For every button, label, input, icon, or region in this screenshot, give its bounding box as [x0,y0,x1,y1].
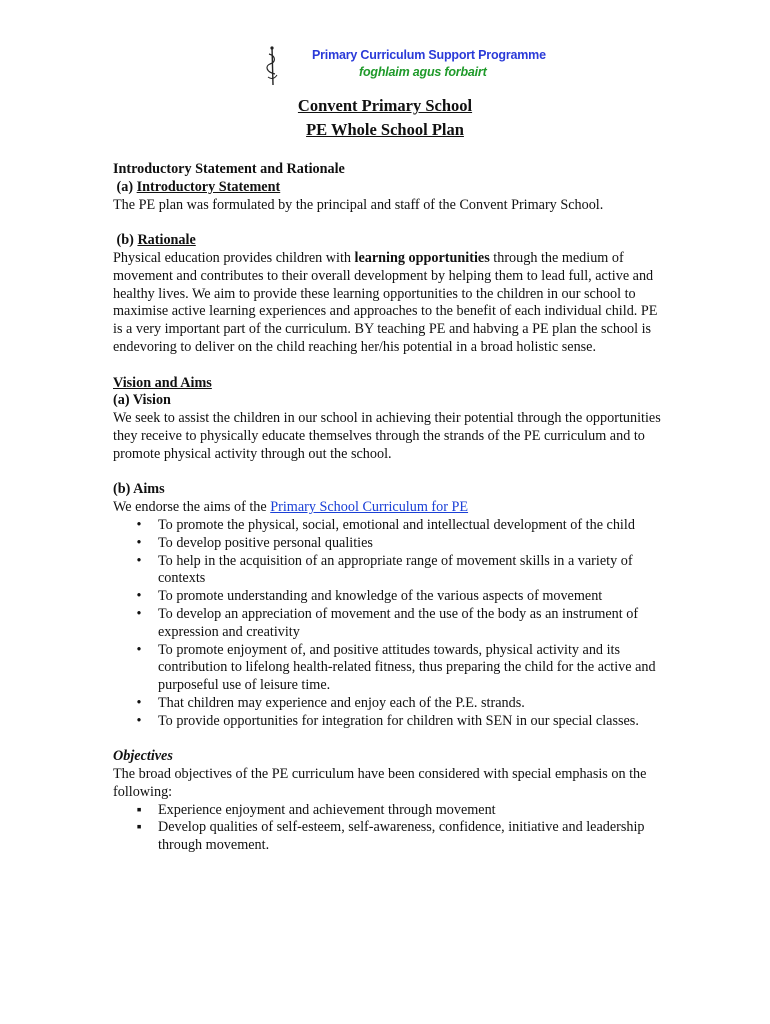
bullet-icon: • [136,712,142,729]
list-item: • To promote understanding and knowledge of the various aspects of movement [113,588,663,606]
intro-statement-label: (a) Introductory Statement [113,178,281,195]
list-item: • To help in the acquisition of an appropriate range of movement skills in a variety of contexts [113,553,663,589]
bullet-icon: • [136,516,142,533]
pcsp-logo [262,44,552,88]
bullet-icon: • [136,641,142,658]
objectives-intro: The broad objectives of the PE curriculum have been considered with special emphasis on the following: [113,766,647,800]
square-bullet-icon: ▪ [136,819,142,836]
list-item: • To promote the physical, social, emotional and intellectual development of the child [113,517,663,535]
list-item: ▪ Develop qualities of self-esteem, self-awareness, confidence, initiative and leadership through movement. [113,819,663,855]
rationale-emphasis: learning opportunities [354,249,490,266]
objectives-heading: Objectives [113,748,173,765]
curriculum-link[interactable]: Primary School Curriculum for PE [270,499,469,516]
school-name: Convent Primary School [297,96,473,115]
aims-label: (b) Aims [113,481,165,498]
list-item: • That children may experience and enjoy each of the P.E. strands. [113,695,663,713]
bullet-icon: • [136,552,142,569]
square-bullet-icon: ▪ [136,801,142,818]
aims-intro: We endorse the aims of the Primary School Curriculum for PE [113,499,469,516]
logo-title: Primary Curriculum Support Programme [312,48,546,62]
vision-aims-heading: Vision and Aims [113,374,212,391]
plan-title: PE Whole School Plan [306,119,464,139]
rationale-title: Rationale [137,232,196,249]
document-body [113,161,663,855]
list-item: ▪ Experience enjoyment and achievement through movement [113,802,663,820]
list-item: • To develop an appreciation of movement and the use of the body as an instrument of expression and creativity [113,606,663,642]
vision-label: (a) Vision [113,392,171,409]
list-item: • To provide opportunities for integration for children with SEN in our special classes. [113,713,663,731]
intro-statement-title: Introductory Statement [136,178,281,195]
bullet-icon: • [136,588,142,605]
list-item: • To promote enjoyment of, and positive attitudes towards, physical activity and its contribution to lifelong health-related fitness, thus preparing the child for the active and purposeful use of leisure time. [113,642,663,695]
rationale-text: Physical education provides children with learning opportunities through the medium of movement and contributes to their overall development by helping them to lead full, active and healthy lives. We aim to provide these learning opportunities to the children in our school to maximise active learning experiences and approaches to the benefit of each individual child. PE is a very important part of the curriculum. BY teaching PE and habving a PE plan the school is endevoring to deliver on the child reaching her/his potential in a broad holistic sense. [113,249,658,355]
bullet-icon: • [136,605,142,622]
intro-statement-text: The PE plan was formulated by the principal and staff of the Convent Primary School. [113,196,604,213]
vision-text: We seek to assist the children in our school in achieving their potential through the opportunities they receive to physically educate themselves through the strands of the PE curriculum and to promote physical activity through out the school. [113,410,661,462]
document-title [0,94,770,141]
objectives-list [113,802,663,855]
list-item: • To develop positive personal qualities [113,535,663,553]
logo-tagline: foghlaim agus forbairt [359,65,487,79]
figure-logo-icon [262,44,292,88]
bullet-icon: • [136,694,142,711]
intro-heading: Introductory Statement and Rationale [113,161,345,177]
bullet-icon: • [136,534,142,551]
aims-list [113,517,663,731]
rationale-label: (b) Rationale [113,232,196,249]
